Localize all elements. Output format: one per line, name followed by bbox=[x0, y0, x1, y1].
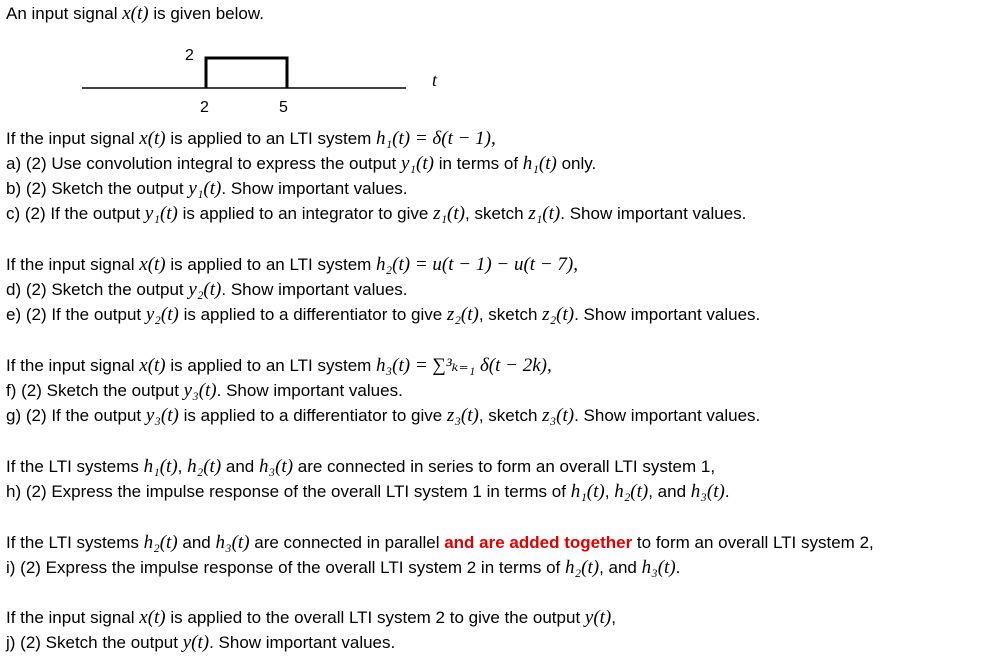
math: y₁(t) bbox=[188, 178, 222, 199]
signal-symbol: x(t) bbox=[122, 3, 149, 24]
math: x(t) bbox=[139, 128, 166, 149]
text: . Show important values. bbox=[221, 179, 408, 198]
amplitude-label: 2 bbox=[185, 47, 194, 64]
math: z₂(t) bbox=[542, 304, 575, 325]
text: If the input signal bbox=[6, 255, 140, 274]
question-g bbox=[6, 406, 760, 426]
question-i bbox=[6, 558, 680, 578]
time-axis-label: t bbox=[432, 70, 438, 90]
text: . bbox=[675, 558, 681, 577]
question-h bbox=[6, 482, 730, 502]
s1-intro bbox=[6, 129, 496, 149]
question-f bbox=[6, 381, 403, 401]
text: If the input signal bbox=[6, 129, 140, 148]
text: , bbox=[611, 608, 616, 627]
text: , sketch bbox=[478, 406, 543, 425]
pulse-start-label: 2 bbox=[200, 99, 209, 116]
text: h) (2) Express the impulse response of the overall LTI system 1 in terms of bbox=[6, 482, 571, 501]
text: in terms of bbox=[433, 154, 523, 173]
math: h₂(t) bbox=[565, 557, 600, 578]
text: If the input signal bbox=[6, 608, 140, 627]
text: If the LTI systems bbox=[6, 457, 144, 476]
text: and bbox=[221, 457, 259, 476]
text: is applied to a differentiator to give bbox=[178, 305, 447, 324]
impulse-response-h3: h₃(t) = ∑³ₖ₌₁ δ(t − 2k), bbox=[376, 355, 552, 376]
text: . Show important values. bbox=[574, 406, 761, 425]
math: h₁(t) bbox=[143, 456, 178, 477]
text: is applied to the overall LTI system 2 to give the output bbox=[165, 608, 585, 627]
text: , sketch bbox=[465, 204, 529, 223]
text: . Show important values. bbox=[221, 280, 408, 299]
text: b) (2) Sketch the output bbox=[6, 179, 189, 198]
text: , bbox=[604, 482, 615, 501]
text: c) (2) If the output bbox=[6, 204, 145, 223]
math: h₃(t) bbox=[215, 532, 250, 553]
text: only. bbox=[556, 154, 597, 173]
math: y₃(t) bbox=[183, 380, 217, 401]
math: h₂(t) bbox=[614, 481, 649, 502]
math: y(t) bbox=[182, 632, 210, 653]
text: . Show important values. bbox=[574, 305, 761, 324]
math: h₃(t) bbox=[258, 456, 294, 477]
question-b bbox=[6, 179, 408, 199]
pulse-end-label: 5 bbox=[279, 99, 288, 116]
math: h₂(t) bbox=[143, 532, 178, 553]
math: h₁(t) bbox=[570, 481, 605, 502]
text: is applied to an LTI system bbox=[165, 255, 377, 274]
text: are connected in series to form an overall LTI system 1, bbox=[293, 457, 716, 476]
text: . bbox=[724, 482, 730, 501]
text: is applied to an LTI system bbox=[165, 129, 377, 148]
intro-line bbox=[6, 4, 264, 24]
math: y₁(t) bbox=[144, 203, 178, 224]
impulse-response-h1: h₁(t) = δ(t − 1), bbox=[376, 128, 496, 149]
math: z₂(t) bbox=[446, 304, 479, 325]
math: y₂(t) bbox=[145, 304, 179, 325]
s2-intro bbox=[6, 255, 578, 275]
text: If the input signal bbox=[6, 356, 140, 375]
question-e bbox=[6, 305, 760, 325]
intro-text-end: is given below. bbox=[148, 4, 264, 23]
text: a) (2) Use convolution integral to express the output bbox=[6, 154, 401, 173]
text: are connected in parallel bbox=[249, 533, 445, 552]
text: If the LTI systems bbox=[6, 533, 144, 552]
math: y₂(t) bbox=[188, 279, 222, 300]
text: is applied to an LTI system bbox=[165, 356, 377, 375]
text: to form an overall LTI system 2, bbox=[632, 533, 874, 552]
impulse-response-h2: h₂(t) = u(t − 1) − u(t − 7), bbox=[376, 254, 578, 275]
text: i) (2) Express the impulse response of the overall LTI system 2 in terms of bbox=[6, 558, 566, 577]
text: j) (2) Sketch the output bbox=[6, 633, 183, 652]
math: z₁(t) bbox=[528, 203, 561, 224]
text: e) (2) If the output bbox=[6, 305, 146, 324]
question-c bbox=[6, 204, 746, 224]
math: x(t) bbox=[139, 355, 166, 376]
text: . Show important values. bbox=[216, 381, 403, 400]
rectangular-pulse bbox=[206, 58, 287, 88]
math: z₃(t) bbox=[542, 405, 575, 426]
s5-intro bbox=[6, 533, 874, 553]
highlighted-phrase: and are added together bbox=[444, 533, 633, 552]
input-signal-plot bbox=[0, 38, 460, 118]
text: f) (2) Sketch the output bbox=[6, 381, 184, 400]
text: , sketch bbox=[478, 305, 543, 324]
text: g) (2) If the output bbox=[6, 406, 146, 425]
text: is applied to a differentiator to give bbox=[178, 406, 447, 425]
text: . Show important values. bbox=[560, 204, 747, 223]
math: h₃(t) bbox=[641, 557, 676, 578]
text: and bbox=[177, 533, 216, 552]
s6-intro bbox=[6, 608, 616, 628]
math: z₃(t) bbox=[446, 405, 479, 426]
text: , and bbox=[648, 482, 691, 501]
math: y(t) bbox=[584, 607, 612, 628]
text: , bbox=[177, 457, 188, 476]
intro-text: An input signal bbox=[6, 4, 123, 23]
math: z₁(t) bbox=[433, 203, 465, 224]
math: x(t) bbox=[139, 607, 166, 628]
s3-intro bbox=[6, 356, 552, 376]
text: , and bbox=[599, 558, 642, 577]
math: y₁(t) bbox=[401, 153, 434, 174]
question-d bbox=[6, 280, 408, 300]
math: h₂(t) bbox=[187, 456, 222, 477]
math: y₃(t) bbox=[145, 405, 179, 426]
text: is applied to an integrator to give bbox=[177, 204, 434, 223]
question-j bbox=[6, 633, 395, 653]
math: x(t) bbox=[139, 254, 166, 275]
math: h₃(t) bbox=[690, 481, 725, 502]
text: d) (2) Sketch the output bbox=[6, 280, 189, 299]
text: . Show important values. bbox=[209, 633, 396, 652]
question-a bbox=[6, 154, 596, 174]
s4-intro bbox=[6, 457, 715, 477]
math: h₁(t) bbox=[522, 153, 557, 174]
